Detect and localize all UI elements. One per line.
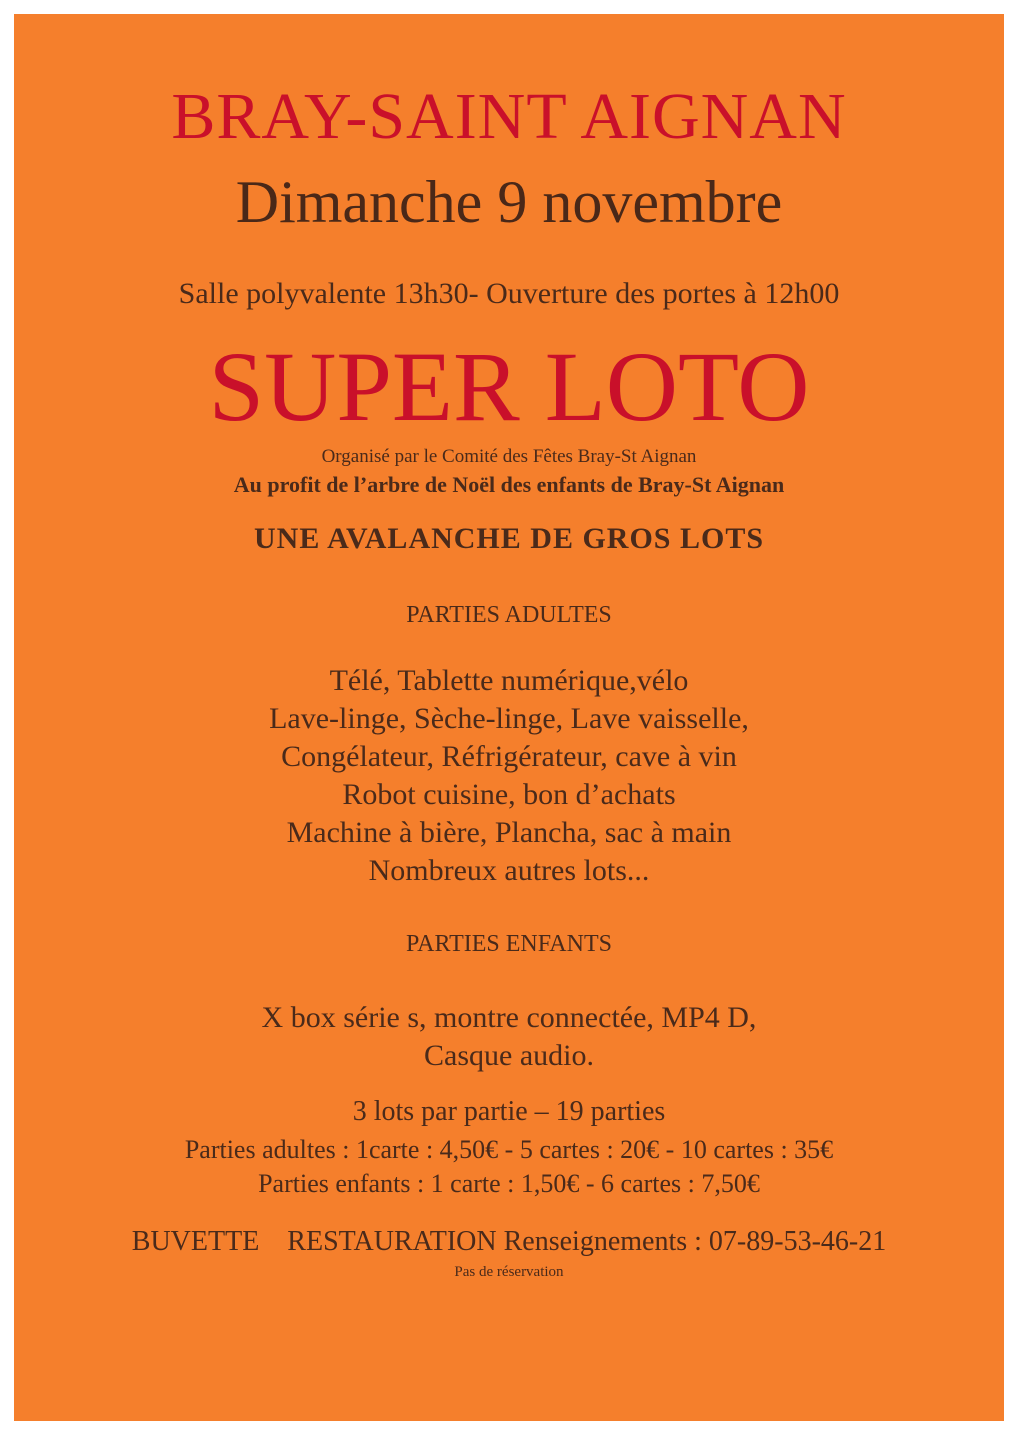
adult-prize-line: Robot cuisine, bon d’achats xyxy=(342,778,676,811)
adult-prize-line: Nombreux autres lots... xyxy=(368,854,650,887)
adult-prize-line: Lave-linge, Sèche-linge, Lave vaisselle, xyxy=(269,702,749,735)
lots-info: 3 lots par partie – 19 parties xyxy=(352,1096,666,1127)
adults-prize-list xyxy=(14,662,1004,890)
venue-and-times: Salle polyvalente 13h30- Ouverture des portes à 12h00 xyxy=(178,277,840,310)
adult-prize-line: Congélateur, Réfrigérateur, cave à vin xyxy=(281,740,737,773)
kid-prize-line: Casque audio. xyxy=(424,1039,594,1072)
kid-prices: Parties enfants : 1 carte : 1,50€ - 6 cartes : 7,50€ xyxy=(258,1169,760,1198)
kids-section-title: PARTIES ENFANTS xyxy=(406,931,612,957)
kid-prize-line: X box série s, montre connectée, MP4 D, xyxy=(261,1001,757,1034)
contact-phone: Renseignements : 07-89-53-46-21 xyxy=(503,1226,887,1257)
restauration-label: RESTAURATION xyxy=(287,1226,497,1257)
no-reservation-note: Pas de réservation xyxy=(454,1264,564,1280)
kids-prize-list xyxy=(14,999,1004,1075)
event-date: Dimanche 9 novembre xyxy=(235,169,783,235)
headline: UNE AVALANCHE DE GROS LOTS xyxy=(253,522,765,555)
organizer-line: Organisé par le Comité des Fêtes Bray-St Aignan xyxy=(321,446,697,467)
buvette-label: BUVETTE xyxy=(131,1226,260,1257)
event-title: SUPER LOTO xyxy=(208,331,810,442)
footer-line xyxy=(14,1228,1004,1256)
beneficiary-line: Au profit de l’arbre de Noël des enfants de Bray-St Aignan xyxy=(233,472,785,497)
adult-prize-line: Machine à bière, Plancha, sac à main xyxy=(286,816,732,849)
loto-poster xyxy=(14,14,1004,1421)
adult-prices: Parties adultes : 1carte : 4,50€ - 5 cartes : 20€ - 10 cartes : 35€ xyxy=(184,1135,834,1164)
adults-section-title: PARTIES ADULTES xyxy=(406,602,612,628)
town-title: BRAY-SAINT AIGNAN xyxy=(171,80,847,153)
adult-prize-line: Télé, Tablette numérique,vélo xyxy=(329,664,689,697)
